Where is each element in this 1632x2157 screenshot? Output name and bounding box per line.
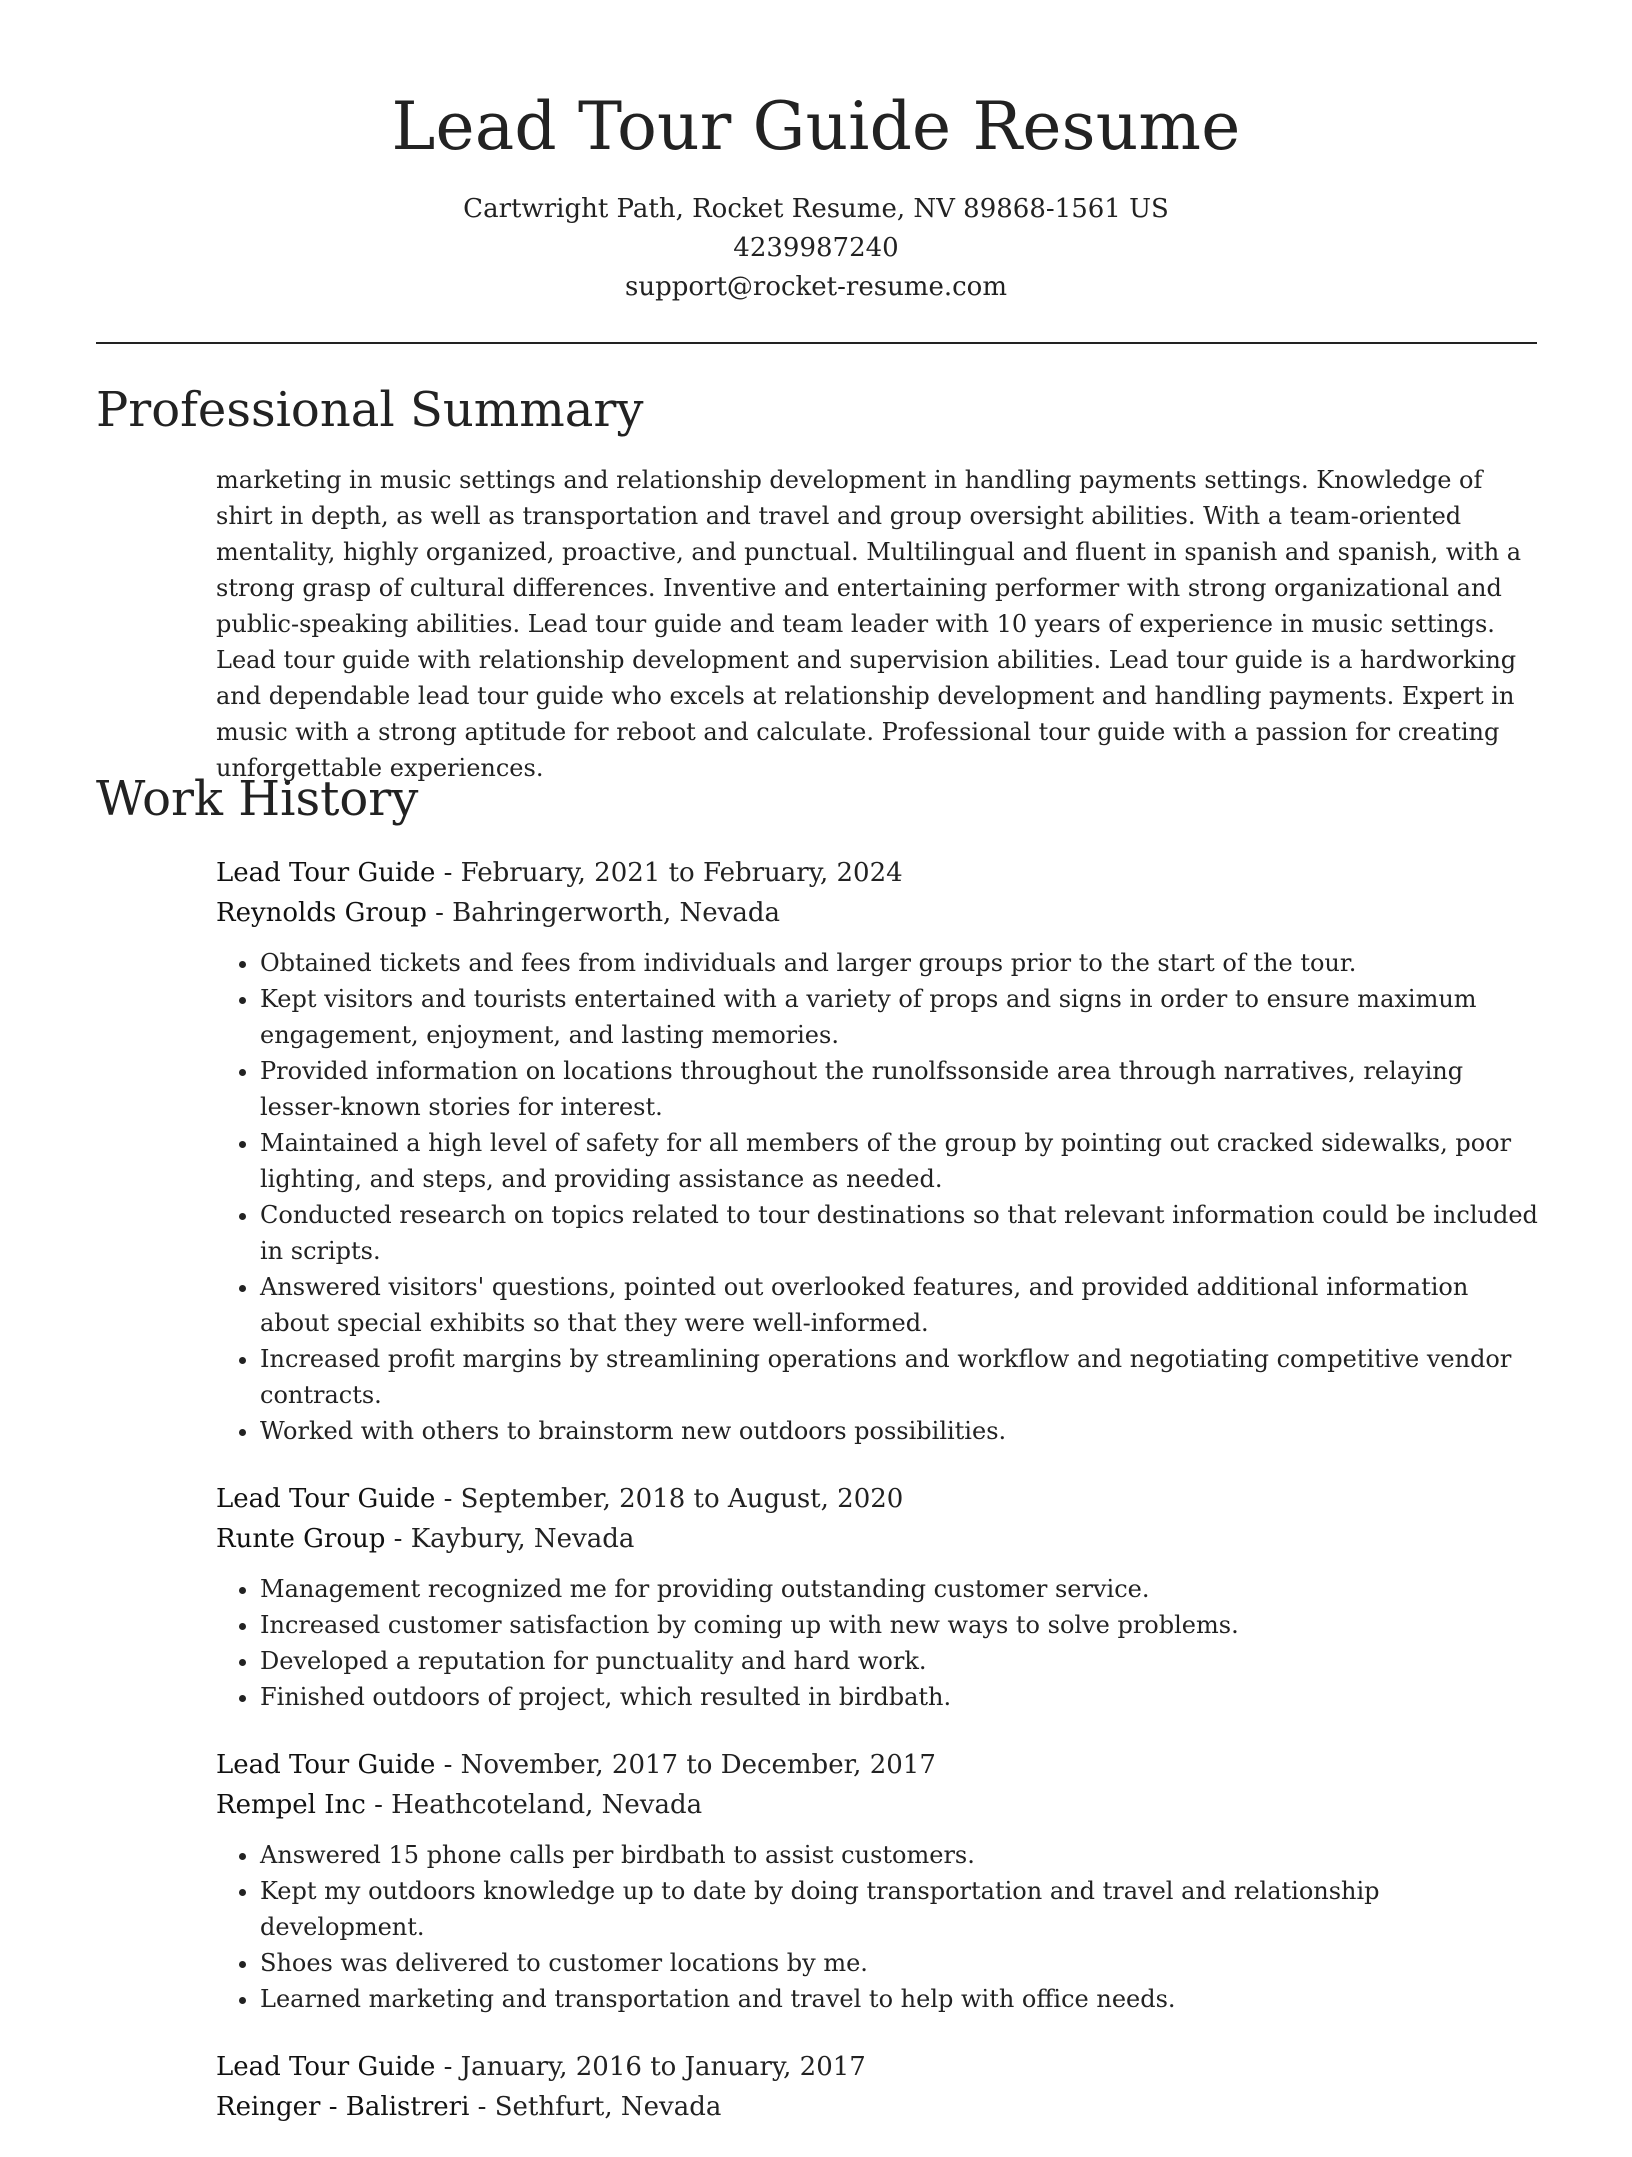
job-dates: - February, 2021 to February, 2024 (435, 858, 903, 888)
job-bullet: • Provided information on locations throughout the runolfssonside area through narratives, relaying lesser-known stories for interest. (260, 1053, 1538, 1125)
job-entry (216, 1745, 1538, 2017)
header-divider (96, 342, 1537, 344)
job-bullet: • Developed a reputation for punctuality and hard work. (260, 1643, 1538, 1679)
job-entry (216, 853, 1538, 1449)
job-bullet: • Increased customer satisfaction by coming up with new ways to solve problems. (260, 1607, 1538, 1643)
job-dates: - September, 2018 to August, 2020 (435, 1484, 904, 1514)
job-bullet: • Increased profit margins by streamlining operations and workflow and negotiating competitive vendor contracts. (260, 1341, 1538, 1413)
job-dates: - November, 2017 to December, 2017 (435, 1750, 936, 1780)
job-company-line (216, 1519, 1538, 1559)
job-bullet: • Conducted research on topics related to tour destinations so that relevant information could be included in scripts. (260, 1197, 1538, 1269)
job-company-line (216, 893, 1538, 933)
resume-title: Lead Tour Guide Resume (391, 88, 1241, 165)
job-company: Reynolds Group (216, 898, 427, 928)
work-history-list (216, 853, 1538, 2157)
job-bullet: • Answered 15 phone calls per birdbath to assist customers. (260, 1837, 1538, 1873)
job-title: Lead Tour Guide (216, 1750, 436, 1780)
job-title: Lead Tour Guide (216, 858, 436, 888)
contact-block (0, 190, 1632, 307)
job-bullet: • Answered visitors' questions, pointed out overlooked features, and provided additional information about special exhibits so that they were well-informed. (260, 1269, 1538, 1341)
job-entry (216, 2047, 1538, 2127)
job-title: Lead Tour Guide (216, 2052, 436, 2082)
job-bullet: • Shoes was delivered to customer locations by me. (260, 1945, 1538, 1981)
summary-heading: Professional Summary (96, 382, 644, 438)
job-bullet: • Learned marketing and transportation and travel to help with office needs. (260, 1981, 1538, 2017)
contact-email: support@rocket-resume.com (624, 272, 1007, 302)
job-entry (216, 1479, 1538, 1715)
job-bullet: • Management recognized me for providing outstanding customer service. (260, 1571, 1538, 1607)
contact-address: Cartwright Path, Rocket Resume, NV 89868-1561 US (463, 194, 1169, 224)
job-dates: - January, 2016 to January, 2017 (435, 2052, 866, 2082)
job-company-line (216, 1785, 1538, 1825)
job-title-line (216, 2047, 1538, 2087)
job-title-line (216, 1479, 1538, 1519)
job-bullets (216, 1571, 1538, 1715)
contact-phone: 4239987240 (733, 233, 899, 263)
job-bullet: • Finished outdoors of project, which resulted in birdbath. (260, 1679, 1538, 1715)
job-company: Rempel Inc (216, 1790, 366, 1820)
job-company-line (216, 2087, 1538, 2127)
job-bullet: • Maintained a high level of safety for all members of the group by pointing out cracked sidewalks, poor lighting, and steps, and providing assistance as needed. (260, 1125, 1538, 1197)
job-location: - Kaybury, Nevada (385, 1524, 635, 1554)
job-bullet: • Worked with others to brainstorm new outdoors possibilities. (260, 1413, 1538, 1449)
job-title-line (216, 853, 1538, 893)
job-company: Runte Group (216, 1524, 386, 1554)
job-title: Lead Tour Guide (216, 1484, 436, 1514)
job-bullet: • Obtained tickets and fees from individuals and larger groups prior to the start of the tour. (260, 945, 1538, 981)
job-bullets (216, 945, 1538, 1449)
job-company: Reinger - Balistreri (216, 2092, 470, 2122)
job-title-line (216, 1745, 1538, 1785)
job-bullet: • Kept visitors and tourists entertained with a variety of props and signs in order to ensure maximum engagement, enjoyment, and lasting memories. (260, 981, 1538, 1053)
job-location: - Heathcoteland, Nevada (365, 1790, 703, 1820)
job-location: - Bahringerworth, Nevada (426, 898, 781, 928)
work-history-heading: Work History (96, 771, 419, 827)
job-bullets (216, 1837, 1538, 2017)
summary-text: marketing in music settings and relationship development in handling payments settings. Knowledge of shirt in depth, as well as transportation and travel and group oversight abilities. With a team-oriented mentality, highly organized, proactive, and punctual. Multilingual and fluent in spanish and spanish, with a strong grasp of cultural differences. Inventive and entertaining performer with strong organizational and public-speaking abilities. Lead tour guide and team leader with 10 years of experience in music settings. Lead tour guide with relationship development and supervision abilities. Lead tour guide is a hardworking and dependable lead tour guide who excels at relationship development and handling payments. Expert in music with a strong aptitude for reboot and calculate. Professional tour guide with a passion for creating unforgettable experiences. (216, 466, 1522, 782)
job-location: - Sethfurt, Nevada (469, 2092, 722, 2122)
job-bullet: • Kept my outdoors knowledge up to date by doing transportation and travel and relationship development. (260, 1873, 1538, 1945)
